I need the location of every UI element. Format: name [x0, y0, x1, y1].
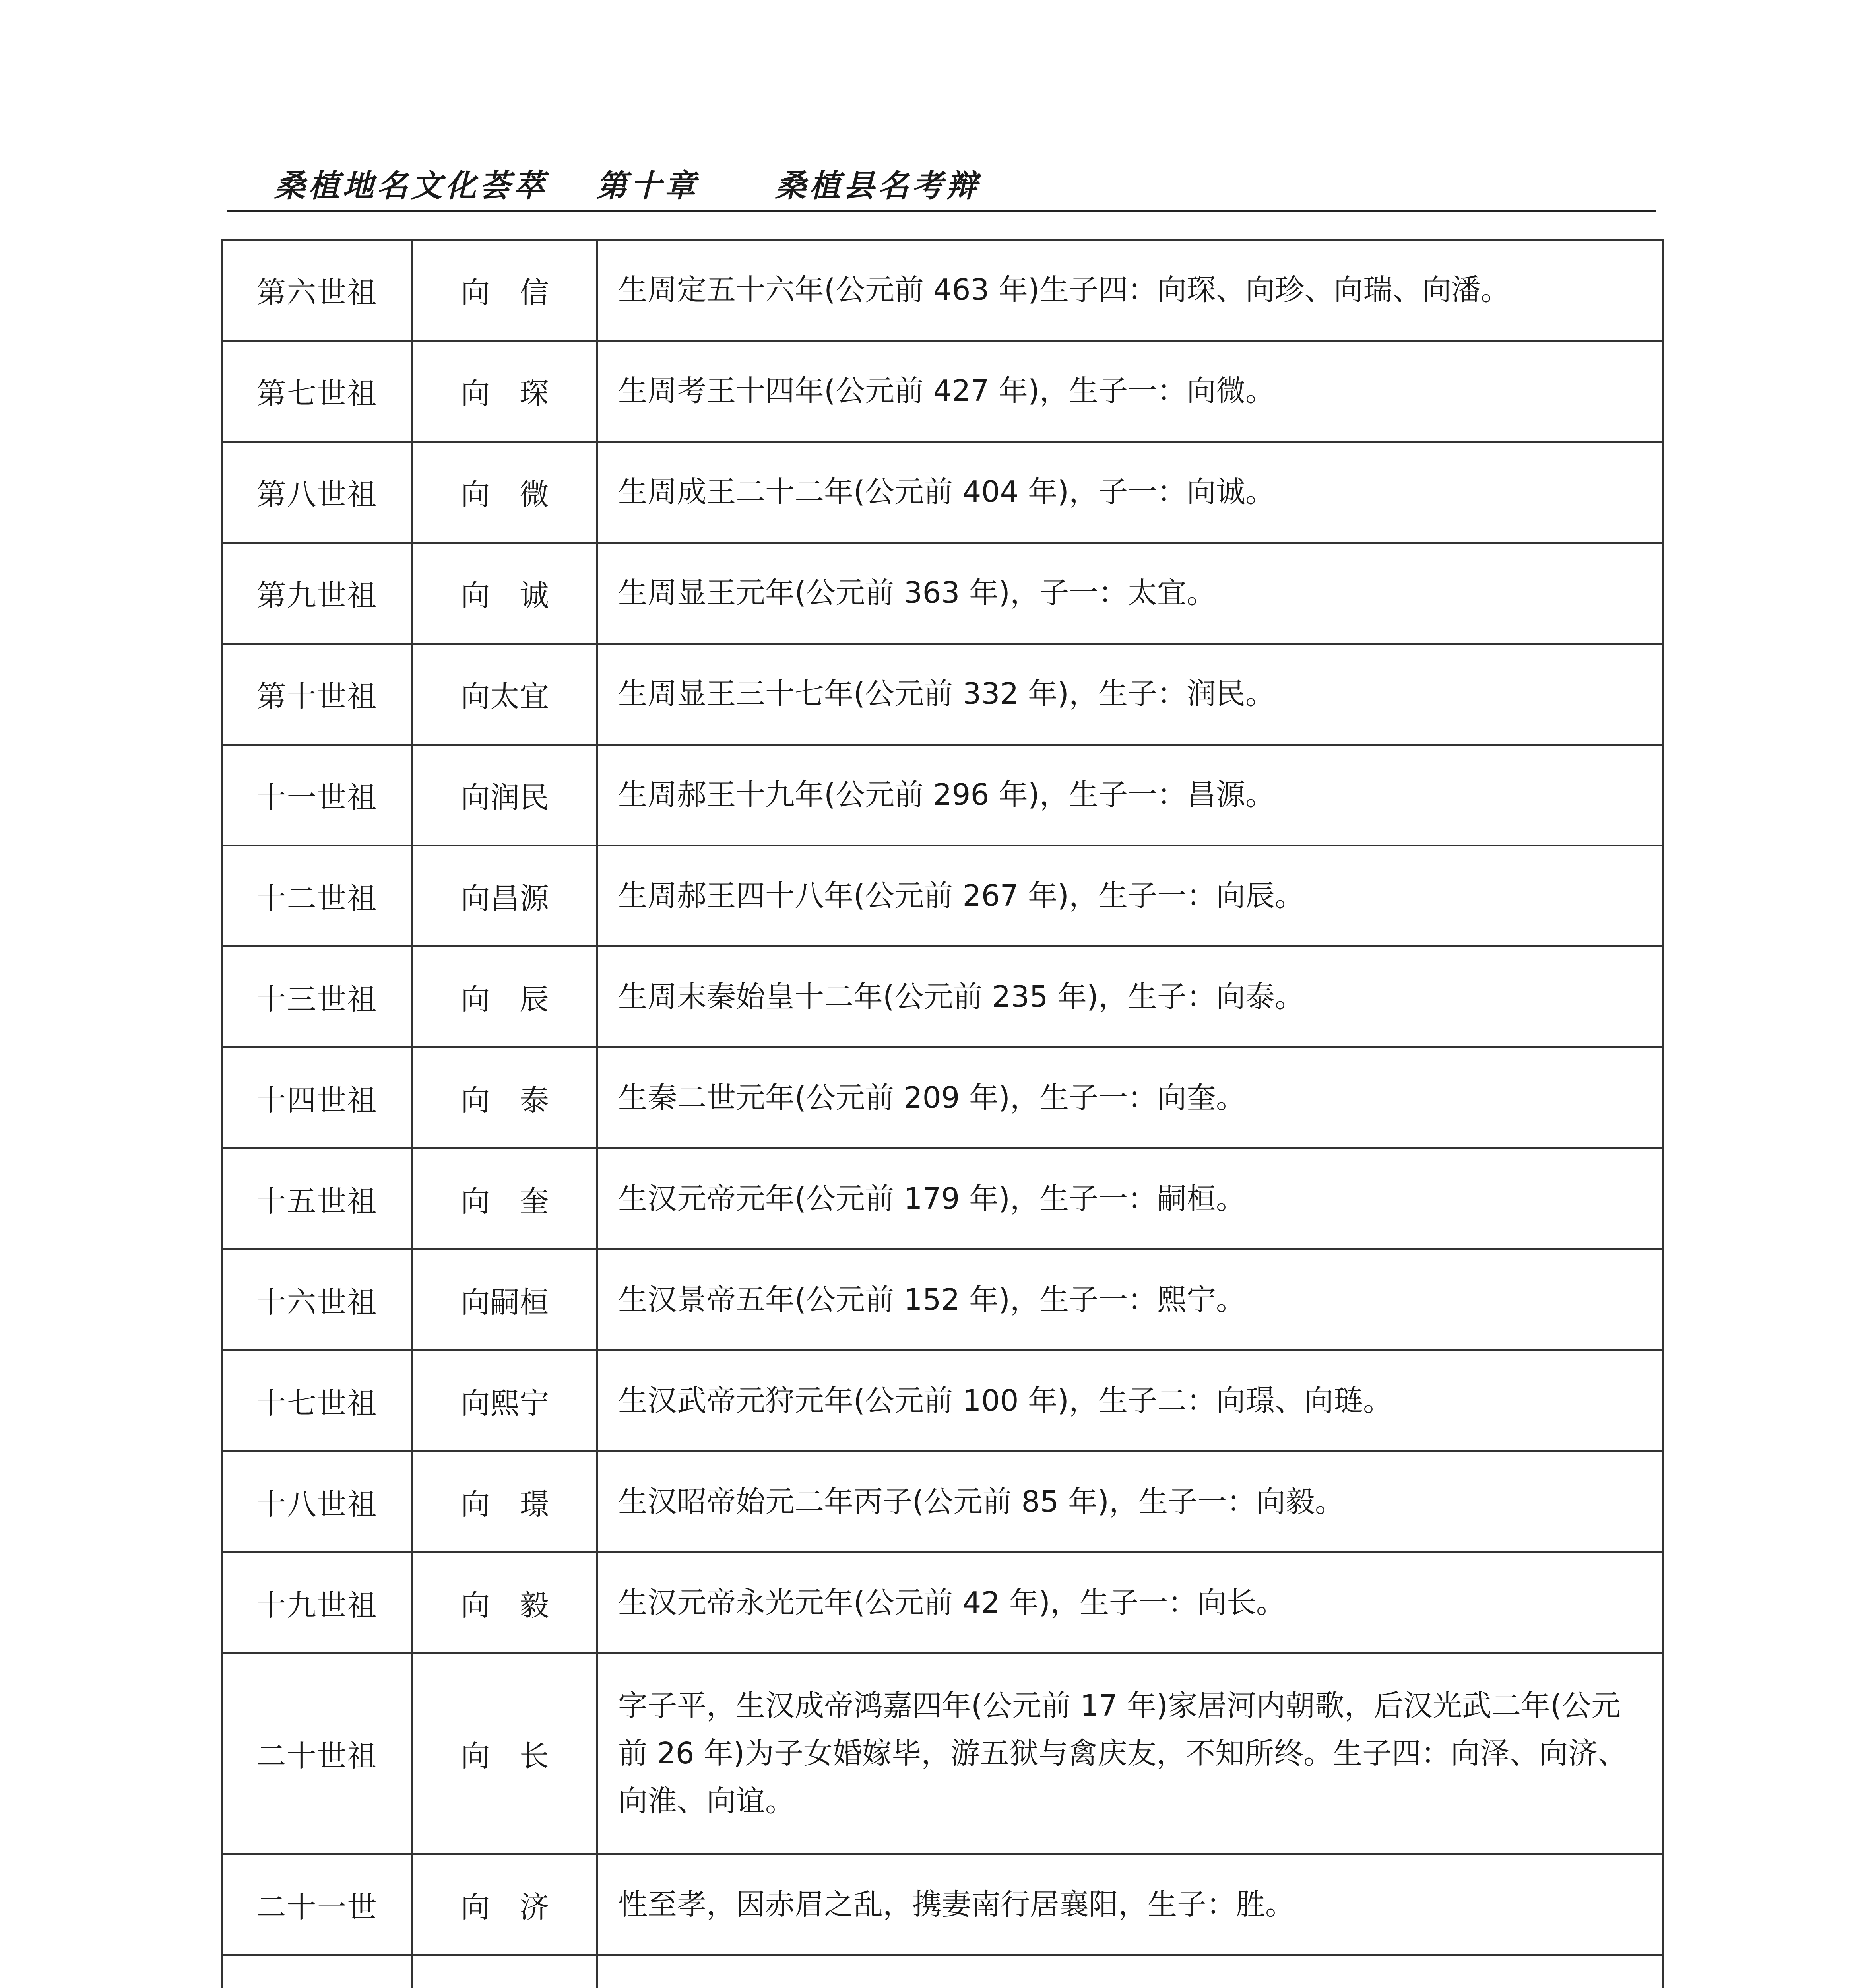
description-cell: 生汉昭帝始元二年丙子(公元前 85 年)，生子一：向毅。	[597, 1452, 1663, 1553]
ancestor-name-cell: 向 琛	[413, 341, 597, 442]
description-cell: 生周郝王十九年(公元前 296 年)，生子一：昌源。	[597, 745, 1663, 846]
generation-cell: 十五世祖	[222, 1149, 413, 1250]
table-row	[222, 1955, 1663, 1988]
ancestor-name-cell: 向 长	[413, 1654, 597, 1854]
generation-cell: 十三世祖	[222, 947, 413, 1048]
table-row	[222, 1048, 1663, 1149]
ancestor-name-cell: 向 奎	[413, 1149, 597, 1250]
table-row	[222, 1250, 1663, 1351]
generation-cell: 第十世祖	[222, 644, 413, 745]
table-row	[222, 1351, 1663, 1452]
generation-cell: 十一世祖	[222, 745, 413, 846]
table-row	[222, 543, 1663, 644]
ancestor-name-cell: 向 诚	[413, 543, 597, 644]
generation-cell: 第七世祖	[222, 341, 413, 442]
table-row	[222, 644, 1663, 745]
description-cell: 生汉景帝五年(公元前 152 年)，生子一：熙宁。	[597, 1250, 1663, 1351]
table-row	[222, 442, 1663, 543]
page-header	[223, 149, 1654, 213]
chapter-label: 第十章	[596, 168, 699, 204]
description-cell: 生周定五十六年(公元前 463 年)生子四：向琛、向珍、向瑞、向潘。	[597, 240, 1663, 341]
description-cell: 生周显王元年(公元前 363 年)，子一：太宜。	[597, 543, 1663, 644]
ancestor-name-cell: 向 微	[413, 442, 597, 543]
table-row	[222, 846, 1663, 947]
generation-cell: 第六世祖	[222, 240, 413, 341]
description-cell: 生周显王三十七年(公元前 332 年)，生子：润民。	[597, 644, 1663, 745]
generation-cell: 十九世祖	[222, 1553, 413, 1654]
ancestor-name-cell: 向 信	[413, 240, 597, 341]
genealogy-table-body	[222, 240, 1663, 1988]
ancestor-name-cell: 向 泰	[413, 1048, 597, 1149]
generation-cell: 第八世祖	[222, 442, 413, 543]
description-cell	[597, 1955, 1663, 1988]
ancestor-name-cell: 向熙宁	[413, 1351, 597, 1452]
description-cell: 生周成王二十二年(公元前 404 年)，子一：向诚。	[597, 442, 1663, 543]
table-row	[222, 240, 1663, 341]
description-cell: 生周郝王四十八年(公元前 267 年)，生子一：向辰。	[597, 846, 1663, 947]
ancestor-name-cell: 向嗣桓	[413, 1250, 597, 1351]
table-row	[222, 1149, 1663, 1250]
ancestor-name-cell: 向 辰	[413, 947, 597, 1048]
description-cell: 字子平，生汉成帝鸿嘉四年(公元前 17 年)家居河内朝歌，后汉光武二年(公元前 26 年)为子女婚嫁毕，游五狱与禽庆友，不知所终。生子四：向泽、向济、向淮、向谊。	[597, 1654, 1663, 1854]
generation-cell: 十四世祖	[222, 1048, 413, 1149]
description-cell: 生汉元帝永光元年(公元前 42 年)，生子一：向长。	[597, 1553, 1663, 1654]
table-row	[222, 1452, 1663, 1553]
book-title: 桑植地名文化荟萃	[274, 168, 548, 204]
table-row	[222, 1553, 1663, 1654]
description-cell: 性至孝，因赤眉之乱，携妻南行居襄阳，生子：胜。	[597, 1854, 1663, 1955]
table-row	[222, 745, 1663, 846]
description-cell: 生汉元帝元年(公元前 179 年)，生子一：嗣桓。	[597, 1149, 1663, 1250]
generation-cell: 十六世祖	[222, 1250, 413, 1351]
generation-cell: 二十一世	[222, 1854, 413, 1955]
table-row	[222, 341, 1663, 442]
chapter-title: 桑植县名考辩	[775, 168, 981, 204]
ancestor-name-cell: 向太宜	[413, 644, 597, 745]
description-cell: 生周考王十四年(公元前 427 年)，生子一：向微。	[597, 341, 1663, 442]
table-row	[222, 1854, 1663, 1955]
table-row	[222, 1654, 1663, 1854]
description-cell: 生汉武帝元狩元年(公元前 100 年)，生子二：向璟、向琏。	[597, 1351, 1663, 1452]
header-divider	[227, 210, 1656, 212]
ancestor-name-cell: 向 璟	[413, 1452, 597, 1553]
description-cell: 生周末秦始皇十二年(公元前 235 年)，生子：向泰。	[597, 947, 1663, 1048]
description-cell: 生秦二世元年(公元前 209 年)，生子一：向奎。	[597, 1048, 1663, 1149]
genealogy-table	[221, 239, 1664, 1988]
generation-cell: 十七世祖	[222, 1351, 413, 1452]
generation-cell: 二十世祖	[222, 1654, 413, 1854]
ancestor-name-cell	[413, 1955, 597, 1988]
generation-cell: 十二世祖	[222, 846, 413, 947]
table-row	[222, 947, 1663, 1048]
ancestor-name-cell: 向润民	[413, 745, 597, 846]
ancestor-name-cell: 向 毅	[413, 1553, 597, 1654]
ancestor-name-cell: 向昌源	[413, 846, 597, 947]
ancestor-name-cell: 向 济	[413, 1854, 597, 1955]
generation-cell: 十八世祖	[222, 1452, 413, 1553]
generation-cell	[222, 1955, 413, 1988]
generation-cell: 第九世祖	[222, 543, 413, 644]
